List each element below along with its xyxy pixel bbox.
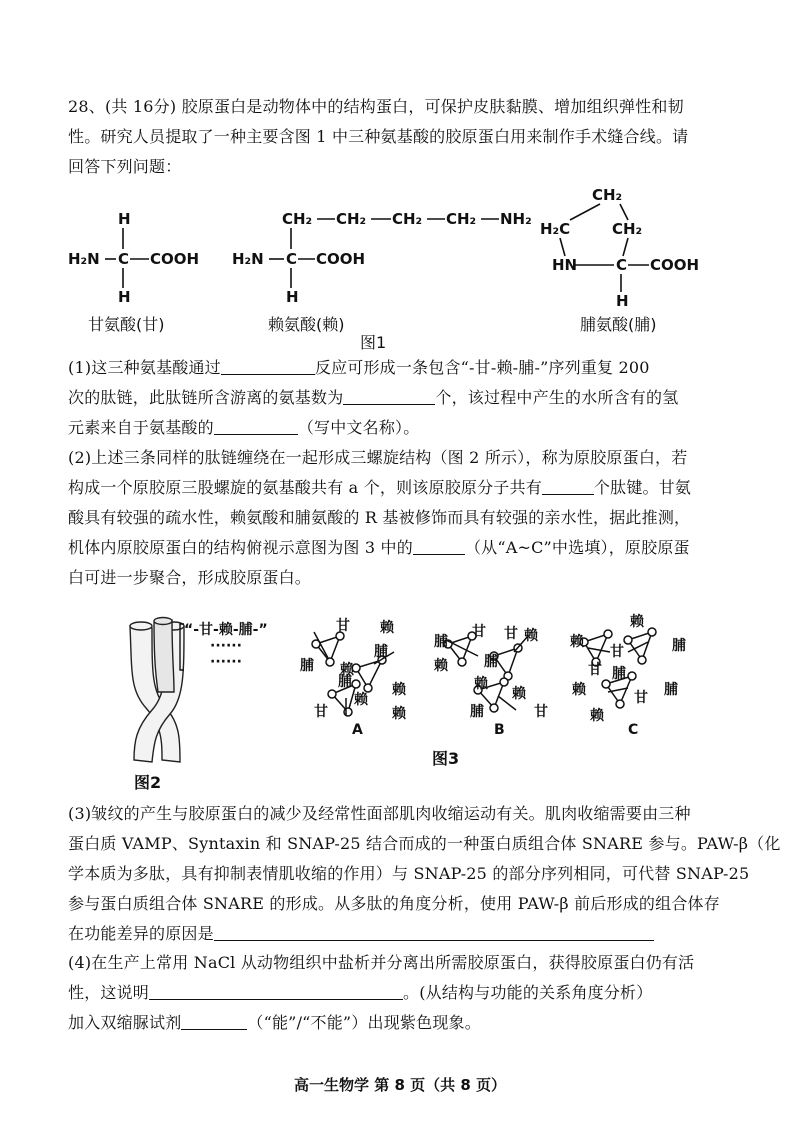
answer-blank-structure-function[interactable] [149,981,403,1000]
svg-text:赖: 赖 [474,676,488,692]
part4-line2-a: 性，这说明 [68,983,150,1002]
proline-alpha-c: C [616,256,628,274]
glycine-bottom-h: H [118,288,131,306]
part2-line2-a: 构成一个原胶原三股螺旋的氨基酸共有 a 个，则该原胶原分子共有 [68,478,542,497]
intro-line-2: 性。研究人员提取了一种主要含图 1 中三种氨基酸的胶原蛋白用来制作手术缝合线。请 [68,127,689,146]
figure-3-label-a: A [352,722,363,738]
part-1 [68,353,736,443]
svg-text:脯: 脯 [434,634,448,650]
svg-text:脯: 脯 [612,666,626,682]
part-2 [68,443,736,593]
svg-text:甘: 甘 [472,624,486,640]
helix-strand-back [154,620,174,692]
proline-ring-n: HN [552,256,578,274]
glycine-alpha-c: C [118,250,130,268]
proline-bottom-h: H [616,292,629,310]
lysine-chain-4: CH₂ [446,210,477,228]
lysine-carboxyl: COOH [316,250,366,268]
answer-blank-figure-choice[interactable] [413,536,465,555]
page-footer: 高一生物学 第 8 页（共 8 页） [294,1076,506,1094]
proline-ring-left: H₂C [540,220,571,238]
part4-line3-b: （“能”/“不能”）出现紫色现象。 [247,1013,481,1032]
figure-3-label-c: C [628,722,639,738]
proline-ring-right: CH₂ [612,220,643,238]
svg-text:脯: 脯 [470,704,484,720]
glycine-structure [68,210,199,306]
part2-line5: 白可进一步聚合，形成胶原蛋白。 [68,568,312,587]
part1-line1-b: 反应可形成一条包含“-甘-赖-脯-”序列重复 200 [314,358,650,377]
svg-text:脯: 脯 [374,644,388,660]
part4-line1: (4)在生产上常用 NaCl 从动物组织中盐析并分离出所需胶原蛋白，获得胶原蛋白仍有活 [68,953,695,972]
svg-text:脯: 脯 [672,638,686,654]
part3-line2: 蛋白质 VAMP、Syntaxin 和 SNAP-25 结合而成的一种蛋白质组合体 SNARE 参与。PAW-β（化 [68,834,781,853]
answer-blank-amino-count[interactable] [343,386,435,405]
part2-line1: (2)上述三条同样的肽链缠绕在一起形成三螺旋结构（图 2 所示），称为原胶原蛋白，若 [68,448,688,467]
svg-text:赖: 赖 [392,706,406,722]
svg-text:脯: 脯 [484,654,498,670]
svg-text:赖: 赖 [512,686,526,702]
svg-text:甘: 甘 [610,644,624,660]
answer-blank-hydrogen-source[interactable] [214,416,298,435]
figure-3-option-a [300,618,407,738]
part1-line2-b: 个，该过程中产生的水所含有的氢 [435,388,679,407]
svg-text:甘: 甘 [588,662,602,678]
part2-line3: 酸具有较强的疏水性，赖氨酸和脯氨酸的 R 基被修饰而具有较强的亲水性，据此推测， [68,508,691,527]
figure-2 [118,612,298,792]
svg-text:甘: 甘 [634,690,648,706]
lysine-amino: H₂N [232,250,264,268]
svg-text:甘: 甘 [534,704,548,720]
svg-text:赖: 赖 [380,620,394,636]
question-intro [68,92,736,182]
part4-line2-b: 。(从结构与功能的关系角度分析） [403,983,653,1002]
figure-1 [60,180,740,350]
svg-text:赖: 赖 [392,682,406,698]
lysine-chain-3: CH₂ [392,210,423,228]
svg-text:赖: 赖 [630,614,644,630]
intro-line-1: 28、(共 16分) 胶原蛋白是动物体中的结构蛋白，可保护皮肤黏膜、增加组织弹性和韧 [68,97,684,116]
part2-line4-a: 机体内原胶原蛋白的结构俯视示意图为图 3 中的 [68,538,413,557]
part3-line4: 参与蛋白质组合体 SNARE 的形成。从多肽的角度分析，使用 PAW-β 前后形成的组合体存 [68,894,720,913]
answer-blank-biuret[interactable] [181,1011,247,1030]
part3-line1: (3)皱纹的产生与胶原蛋白的减少及经常性面部肌肉收缩运动有关。肌肉收缩需要由三种 [68,804,691,823]
answer-blank-reaction[interactable] [221,356,315,375]
figure-1-caption: 图1 [360,333,387,350]
lysine-label: 赖氨酸(赖) [268,315,345,334]
part2-line2-b: 个肽键。甘氨 [593,478,692,497]
glycine-label: 甘氨酸(甘) [88,315,165,334]
answer-blank-function-difference[interactable] [214,922,654,941]
part-4 [68,948,736,1038]
part1-line3-b: （写中文名称）。 [297,418,420,437]
figure-3-option-c [570,613,686,738]
figure-2-sequence: “-甘-赖-脯-” [184,622,268,638]
svg-text:甘: 甘 [314,704,328,720]
glycine-top-h: H [118,210,131,228]
part-3 [68,799,781,949]
svg-text:脯: 脯 [300,658,314,674]
lysine-chain-2: CH₂ [336,210,367,228]
svg-text:脯: 脯 [664,682,678,698]
glycine-amino: H₂N [68,250,100,268]
svg-text:赖: 赖 [572,682,586,698]
part1-line1-a: (1)这三种氨基酸通过 [68,358,221,377]
part2-line4-b: （从“A~C”中选填），原胶原蛋 [464,538,690,557]
proline-label: 脯氨酸(脯) [580,315,657,334]
svg-text:赖: 赖 [340,662,354,678]
svg-text:赖: 赖 [570,634,584,650]
svg-text:赖: 赖 [434,658,448,674]
svg-text:赖: 赖 [590,708,604,724]
part3-line3: 学本质为多肽，具有抑制表情肌收缩的作用）与 SNAP-25 的部分序列相同，可代替 SNAP-25 [68,864,750,883]
svg-text:赖: 赖 [524,628,538,644]
part3-line5: 在功能差异的原因是 [68,924,214,943]
intro-line-3: 回答下列问题： [68,157,182,176]
lysine-structure [232,210,532,306]
answer-blank-peptide-bonds[interactable] [542,476,594,495]
glycine-carboxyl: COOH [150,250,200,268]
lysine-bottom-h: H [286,288,299,306]
lysine-alpha-c: C [286,250,298,268]
figure-3 [298,612,708,772]
figure-2-dots-2: ······ [210,654,242,670]
lysine-side-amino: NH₂ [500,210,532,228]
figure-3-caption: 图3 [432,749,460,768]
figure-2-caption: 图2 [134,773,162,792]
part1-line2-a: 次的肽链，此肽链所含游离的氨基数为 [68,388,344,407]
figure-2-dots-1: ······ [210,638,242,654]
figure-3-label-b: B [494,722,505,738]
part1-line3-a: 元素来自于氨基酸的 [68,418,214,437]
proline-ring-top: CH₂ [592,186,623,204]
svg-text:甘: 甘 [336,618,350,634]
svg-text:甘: 甘 [504,626,518,642]
svg-text:赖: 赖 [354,692,368,708]
figure-3-option-b [434,624,548,738]
proline-carboxyl: COOH [650,256,700,274]
svg-text:脯: 脯 [338,674,352,690]
part4-line3-a: 加入双缩脲试剂 [68,1013,182,1032]
lysine-chain-1: CH₂ [282,210,313,228]
